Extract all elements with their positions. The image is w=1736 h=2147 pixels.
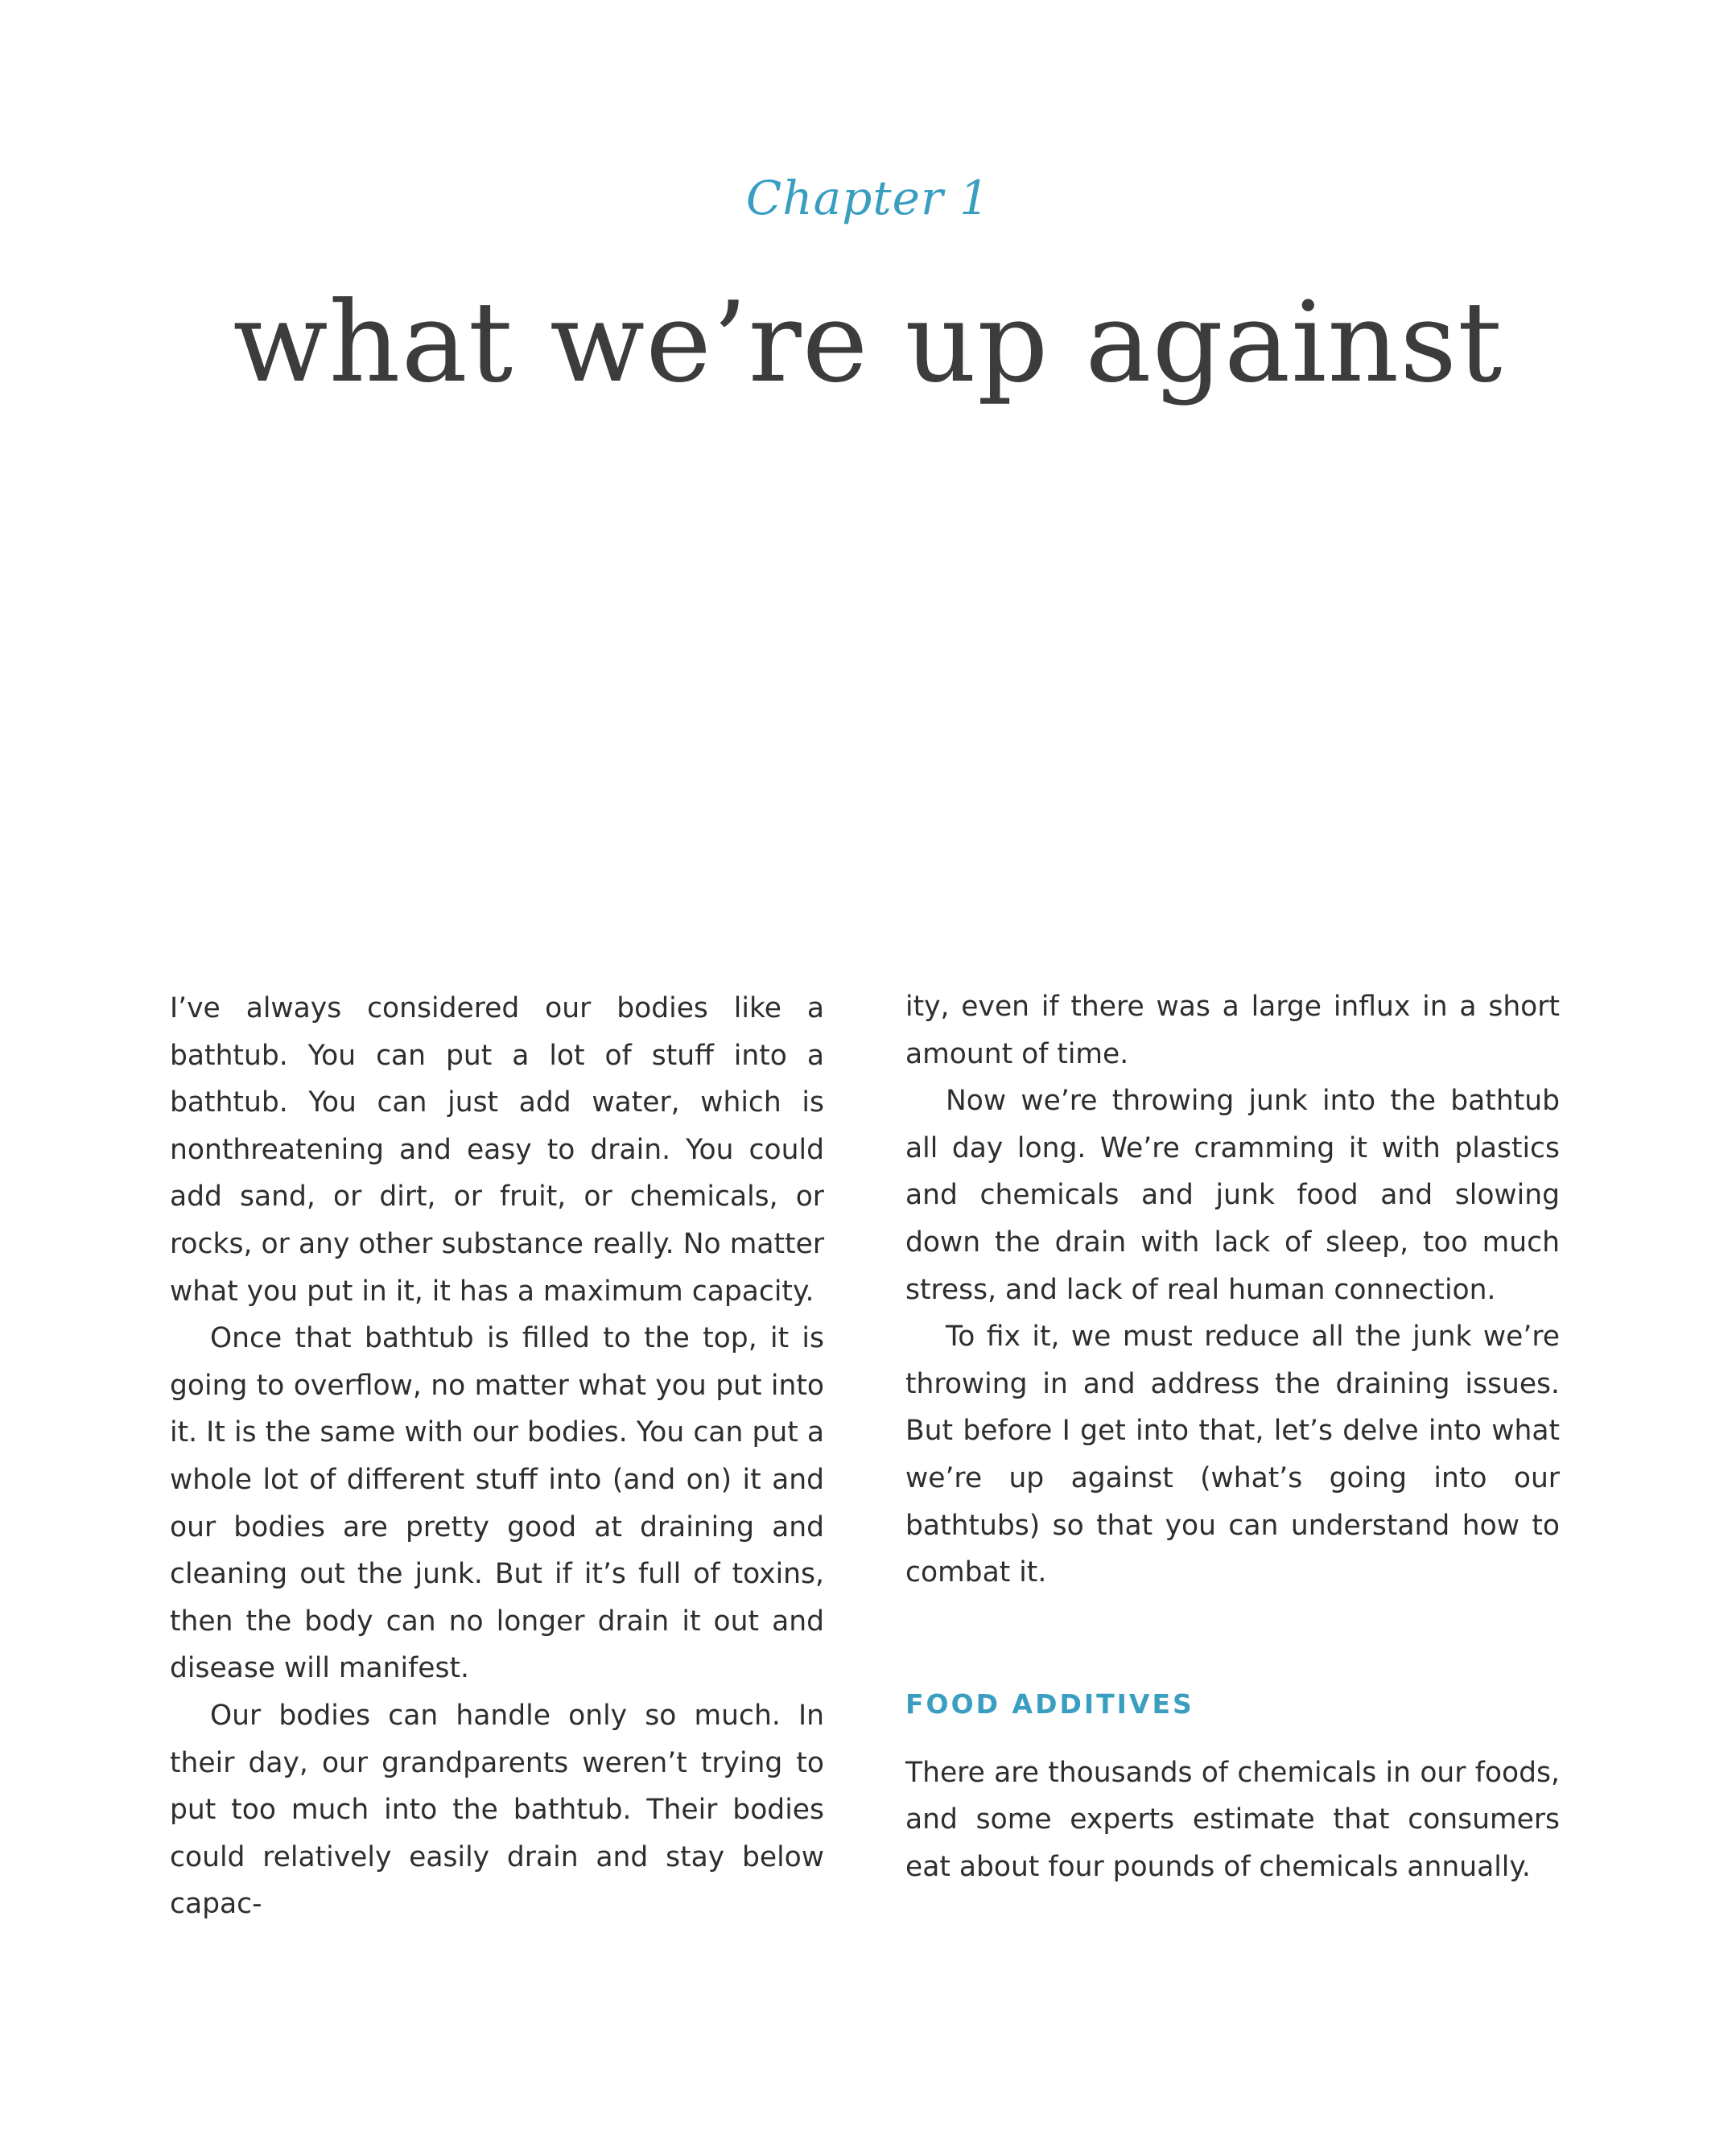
section-heading: FOOD ADDITIVES bbox=[905, 1688, 1194, 1720]
body-paragraph: To fix it, we must reduce all the junk we’re throwing in and address the draining issues. But before I get into that, let’s delve into what we’re up against (what’s going into our bathtubs) so that you can understand how to combat it. bbox=[905, 1321, 1560, 1589]
body-paragraph: Once that bathtub is filled to the top, it is going to overflow, no matter what you put into it. It is the same with our bodies. You can put a whole lot of different stuff into (and on) it and our bodies are pretty good at draining and cleaning out the junk. But if it’s full of toxins, then the body can no longer drain it out and disease will manifest. bbox=[170, 1322, 824, 1685]
right-column bbox=[905, 983, 1560, 1891]
left-column bbox=[170, 985, 824, 1928]
chapter-label: Chapter 1 bbox=[745, 171, 991, 225]
chapter-title: what we’re up against bbox=[233, 278, 1503, 407]
body-paragraph: ity, even if there was a large influx in a short amount of time. bbox=[905, 991, 1560, 1070]
body-paragraph: Now we’re throwing junk into the bathtub all day long. We’re cramming it with plastics and chemicals and junk food and slowing down the drain with lack of sleep, too much stress, and lack of real human connection. bbox=[905, 1085, 1560, 1306]
body-paragraph: There are thousands of chemicals in our foods, and some experts estimate that consumers eat about four pounds of chemicals annually. bbox=[905, 1756, 1560, 1883]
body-paragraph: I’ve always considered our bodies like a bathtub. You can put a lot of stuff into a bathtub. You can just add water, which is nonthreatening and easy to drain. You could add sand, or dirt, or fruit, or chemicals, or rocks, or any other substance really. No matter what you put in it, it has a maximum capacity. bbox=[170, 992, 824, 1308]
body-paragraph: Our bodies can handle only so much. In their day, our grandparents weren’t trying to put too much into the bathtub. Their bodies could relatively easily drain and stay below capac- bbox=[170, 1699, 824, 1921]
